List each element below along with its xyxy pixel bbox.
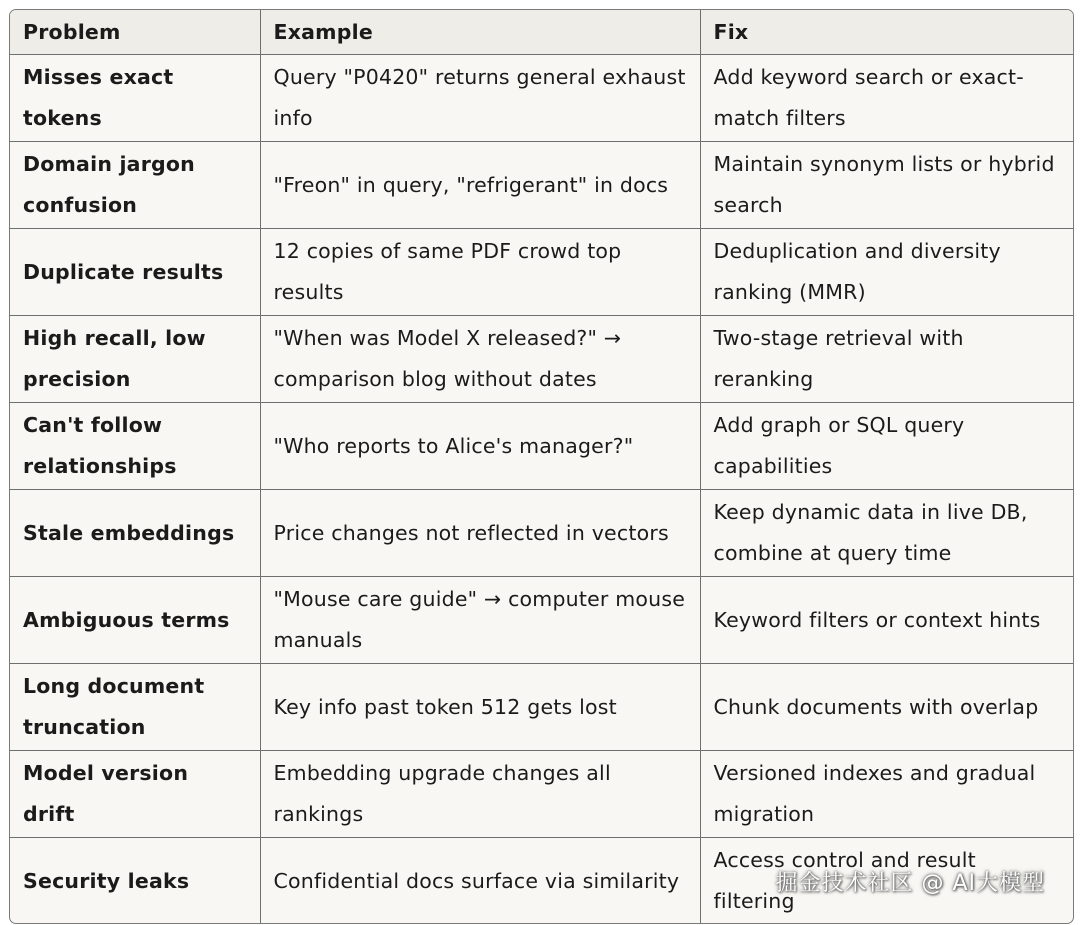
table-row <box>10 751 1073 838</box>
cell-problem: High recall, low precision <box>10 316 260 403</box>
cell-fix: Chunk documents with overlap <box>700 664 1073 751</box>
table-row <box>10 403 1073 490</box>
watermark: 掘金技术社区 @ AI大模型 <box>775 871 1045 896</box>
cell-problem: Misses exact tokens <box>10 55 260 142</box>
cell-fix: Access control and result filtering <box>713 848 976 913</box>
cell-problem: Domain jargon confusion <box>10 142 260 229</box>
table-row <box>10 490 1073 577</box>
cell-example: Key info past token 512 gets lost <box>260 664 700 751</box>
cell-problem: Model version drift <box>10 751 260 838</box>
cell-problem: Stale embeddings <box>10 490 260 577</box>
cell-problem: Ambiguous terms <box>10 577 260 664</box>
table-container <box>9 9 1074 924</box>
cell-fix: Deduplication and diversity ranking (MMR) <box>700 229 1073 316</box>
cell-example: Embedding upgrade changes all rankings <box>260 751 700 838</box>
cell-fix: Maintain synonym lists or hybrid search <box>700 142 1073 229</box>
table-row <box>10 664 1073 751</box>
cell-example: "When was Model X released?" → comparison blog without dates <box>260 316 700 403</box>
cell-example: Query "P0420" returns general exhaust info <box>260 55 700 142</box>
cell-fix: Keyword filters or context hints <box>700 577 1073 664</box>
cell-example: Price changes not reflected in vectors <box>260 490 700 577</box>
cell-fix: Versioned indexes and gradual migration <box>700 751 1073 838</box>
table-row <box>10 55 1073 142</box>
table-row <box>10 142 1073 229</box>
cell-fix: Add graph or SQL query capabilities <box>700 403 1073 490</box>
cell-example: Confidential docs surface via similarity <box>260 838 700 925</box>
cell-problem: Duplicate results <box>10 229 260 316</box>
problems-table <box>10 10 1073 924</box>
cell-problem: Long document truncation <box>10 664 260 751</box>
table-row <box>10 229 1073 316</box>
cell-fix: Keep dynamic data in live DB, combine at query time <box>700 490 1073 577</box>
cell-example: 12 copies of same PDF crowd top results <box>260 229 700 316</box>
cell-problem: Can't follow relationships <box>10 403 260 490</box>
cell-fix: Add keyword search or exact-match filters <box>700 55 1073 142</box>
table-body <box>10 55 1073 925</box>
table-header <box>10 10 1073 55</box>
table-row <box>10 316 1073 403</box>
header-example: Example <box>260 10 700 55</box>
cell-example: "Who reports to Alice's manager?" <box>260 403 700 490</box>
table-row <box>10 577 1073 664</box>
header-fix: Fix <box>700 10 1073 55</box>
cell-example: "Freon" in query, "refrigerant" in docs <box>260 142 700 229</box>
header-problem: Problem <box>10 10 260 55</box>
cell-example: "Mouse care guide" → computer mouse manuals <box>260 577 700 664</box>
cell-fix: Two-stage retrieval with reranking <box>700 316 1073 403</box>
cell-problem: Security leaks <box>10 838 260 925</box>
header-row <box>10 10 1073 55</box>
